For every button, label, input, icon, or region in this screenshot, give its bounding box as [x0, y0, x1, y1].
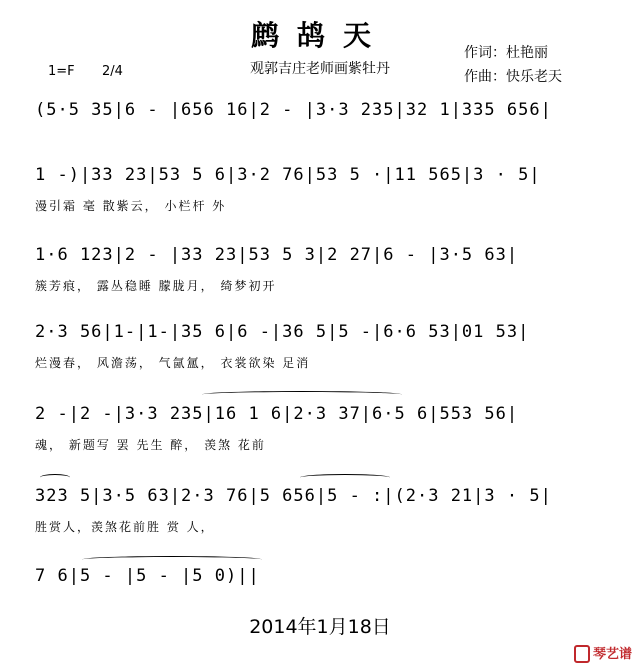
score-line-3: [35, 245, 610, 305]
score-notes: 323 5|3·5 63|2·3 76|5 656|5 - :|(2·3 21|3 · 5|: [35, 486, 552, 506]
composer-credit: 作曲：快乐老天: [464, 69, 562, 85]
slur-mark: [82, 556, 262, 563]
logo-text: 琴艺谱: [592, 646, 632, 662]
score-line-1: [35, 100, 610, 160]
score-notes: 1 -)|33 23|53 5 6|3·2 76|53 5 ·|11 565|3 · 5|: [35, 165, 541, 185]
logo-icon: [574, 645, 590, 663]
score-lyrics: 漫引霜 毫 散紫云， 小栏杆 外: [35, 199, 227, 213]
score-notes: 2·3 56|1-|1-|35 6|6 -|36 5|5 -|6·6 53|01 53|: [35, 322, 530, 342]
lyricist-credit: 作词：杜艳丽: [464, 45, 548, 61]
score-lyrics: 胜赏人，羡煞花前胜 赏 人，: [35, 520, 215, 534]
score-line-2: [35, 165, 610, 225]
score-lyrics: 烂漫春， 风澹荡， 气氤氲， 衣裳欲染 足消: [35, 356, 311, 370]
song-subtitle: 观郭吉庄老师画紫牡丹: [250, 61, 390, 77]
score-line-5: [35, 404, 610, 464]
time-signature: 2/4: [102, 64, 123, 79]
slur-mark: [40, 474, 70, 481]
date-label: 2014年1月18日: [249, 616, 391, 638]
score-lyrics: 魂， 新题写 罢 先生 醉， 羡煞 花前: [35, 438, 266, 452]
score-notes: 1·6 123|2 - |33 23|53 5 3|2 27|6 - |3·5 63|: [35, 245, 519, 265]
score-line-6: [35, 486, 610, 546]
song-title: 鹧鸪天: [250, 19, 389, 52]
score-notes: (5·5 35|6 - |656 16|2 - |3·3 235|32 1|335 656|: [35, 100, 552, 120]
score-notes: 2 -|2 -|3·3 235|16 1 6|2·3 37|6·5 6|553 56|: [35, 404, 519, 424]
key-signature: 1=F: [48, 64, 75, 79]
slur-mark: [300, 474, 390, 481]
score-line-4: [35, 322, 610, 382]
score-notes: 7 6|5 - |5 - |5 0)||: [35, 566, 260, 586]
site-logo: [574, 643, 632, 664]
score-lyrics: 簇芳痕， 露丛稳睡 朦胧月， 绮梦初开: [35, 279, 277, 293]
slur-mark: [202, 391, 402, 398]
